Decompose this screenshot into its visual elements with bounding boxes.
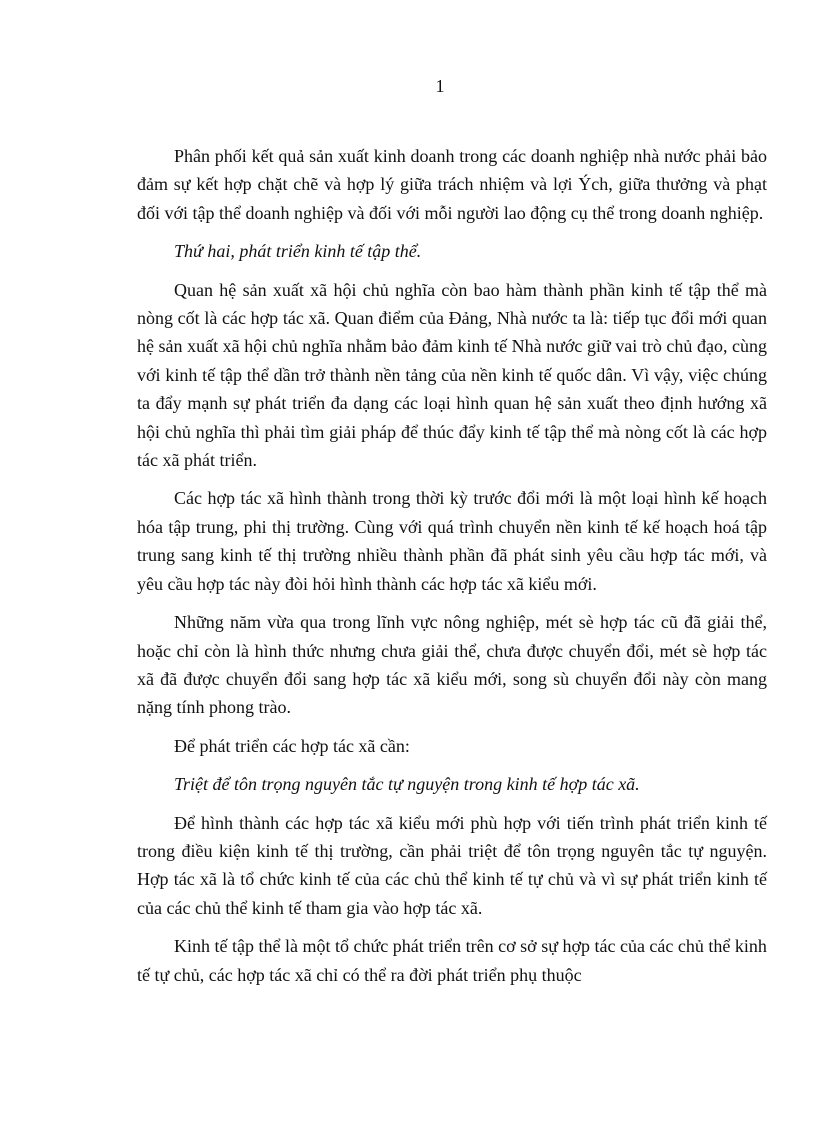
paragraph: Các hợp tác xã hình thành trong thời kỳ trước đổi mới là một loại hình kế hoạch hóa tập trung, phi thị trường. Cùng với quá trình chuyển nền kinh tế kế hoạch hoá tập trung sang kinh tế thị trường nhiều thành phần đã phát sinh yêu cầu hợp tác mới, và yêu cầu hợp tác này đòi hỏi hình thành các hợp tác xã kiểu mới. [137, 488, 767, 594]
subheading-italic: Triệt để tôn trọng nguyên tắc tự nguyện trong kinh tế hợp tác xã. [174, 774, 640, 795]
page-number: 1 [435, 76, 445, 96]
section-heading-italic: Thứ hai, phát triển kinh tế tập thể. [174, 241, 422, 262]
paragraph: Kinh tế tập thể là một tổ chức phát triển trên cơ sở sự hợp tác của các chủ thể kinh tế tự chủ, các hợp tác xã chỉ có thể ra đời phát triển phụ thuộc [137, 936, 767, 985]
paragraph: Quan hệ sản xuất xã hội chủ nghĩa còn bao hàm thành phần kinh tế tập thể mà nòng cốt là các hợp tác xã. Quan điểm của Đảng, Nhà nước ta là: tiếp tục đổi mới quan hệ sản xuất xã hội chủ nghĩa nhằm bảo đảm kinh tế Nhà nước giữ vai trò chủ đạo, cùng với kinh tế tập thể dần trở thành nền tảng của nền kinh tế quốc dân. Vì vậy, việc chúng ta đẩy mạnh sự phát triển đa dạng các loại hình quan hệ sản xuất theo định hướng xã hội chủ nghĩa thì phải tìm giải pháp để thúc đẩy kinh tế tập thể mà nòng cốt là các hợp tác xã phát triển. [137, 279, 767, 471]
paragraph: Để hình thành các hợp tác xã kiểu mới phù hợp với tiến trình phát triển kinh tế trong điều kiện kinh tế thị trường, cần phải triệt để tôn trọng nguyên tắc tự nguyện. Hợp tác xã là tổ chức kinh tế của các chủ thể kinh tế tự chủ và vì sự phát triển kinh tế của các chủ thể kinh tế tham gia vào hợp tác xã. [137, 812, 767, 918]
document-body [137, 142, 767, 999]
paragraph: Những năm vừa qua trong lĩnh vực nông nghiệp, mét sè hợp tác cũ đã giải thể, hoặc chỉ còn là hình thức nhưng chưa giải thể, chưa được chuyển đổi, mét sè hợp tác xã đã được chuyển đổi sang hợp tác xã kiểu mới, song sù chuyển đổi này còn mang nặng tính phong trào. [137, 612, 767, 718]
paragraph: Phân phối kết quả sản xuất kinh doanh trong các doanh nghiệp nhà nước phải bảo đảm sự kết hợp chặt chẽ và hợp lý giữa trách nhiệm và lợi Ých, giữa thưởng và phạt đối với tập thể doanh nghiệp và đối với mỗi người lao động cụ thể trong doanh nghiệp. [137, 146, 767, 223]
paragraph: Để phát triển các hợp tác xã cần: [174, 735, 410, 756]
